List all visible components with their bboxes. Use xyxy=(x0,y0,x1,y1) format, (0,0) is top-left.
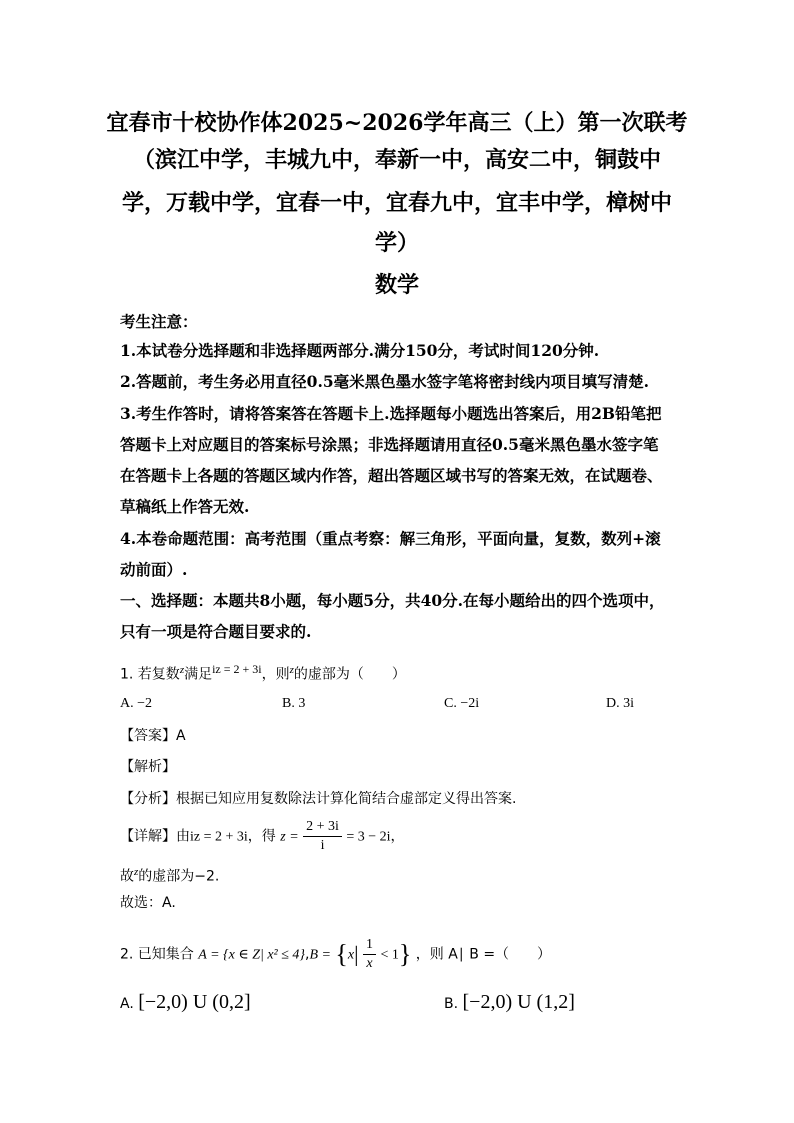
q1-detail xyxy=(120,818,405,855)
q1-detail-prefix: 【详解】由 xyxy=(120,828,190,845)
q2-brace-open-icon: { xyxy=(335,939,348,969)
notice-item-3-line4: 草稿纸上作答无效. xyxy=(120,497,250,516)
q2-option-b-label: B. xyxy=(444,996,459,1012)
q2-suffix: ，则 A∣ B =（ ） xyxy=(415,946,552,963)
q1-equation: iz = 2 + 3i xyxy=(212,662,262,676)
notice-heading: 考生注意： xyxy=(120,312,198,331)
exam-schools-line1: （滨江中学，丰城九中，奉新一中，高安二中，铜鼓中 xyxy=(132,147,661,173)
q1-prefix: 1. 若复数 xyxy=(120,666,180,683)
q1-conclusion-suffix: 的虚部为−2. xyxy=(138,868,220,885)
q1-var-2: z xyxy=(289,664,294,676)
q1-option-a[interactable]: A. −2 xyxy=(120,696,153,711)
q1-option-d[interactable]: D. 3i xyxy=(606,696,634,711)
q2-comma: , xyxy=(305,946,310,963)
notice-item-3-line2: 答题卡上对应题目的答案标号涂黑；非选择题请用直径0.5毫米黑色墨水签字笔 xyxy=(120,435,659,454)
q1-var: z xyxy=(179,664,185,676)
q1-conclusion xyxy=(120,862,219,887)
q1-detail-z: z = xyxy=(280,829,299,845)
q2-set-b-fraction xyxy=(363,936,376,973)
q1-detail-numerator: 2 + 3i xyxy=(303,818,342,837)
q2-set-b-rest: < 1 xyxy=(380,947,399,963)
q1-option-b[interactable]: B. 3 xyxy=(282,696,306,711)
exam-title: 宜春市十校协作体2025~2026学年高三（上）第一次联考 xyxy=(106,110,688,136)
q1-option-c[interactable]: C. −2i xyxy=(444,696,480,711)
q1-detail-denominator: i xyxy=(320,838,325,853)
notice-item-3-line1: 3.考生作答时，请将答案答在答题卡上.选择题每小题选出答案后，用2B铅笔把 xyxy=(120,404,662,423)
exam-schools-line3: 学） xyxy=(374,230,419,256)
q1-answer: 【答案】A xyxy=(120,728,186,744)
q2-brace-close-icon: } xyxy=(398,939,412,969)
notice-item-2: 2.答题前，考生务必用直径0.5毫米黑色墨水签字笔将密封线内项目填写清楚. xyxy=(120,372,650,391)
section-1-heading-line2: 只有一项是符合题目要求的. xyxy=(120,622,312,641)
q1-detail-fraction xyxy=(303,818,342,855)
q1-choose: 故选：A. xyxy=(120,895,176,911)
notice-item-3-line3: 在答题卡上各题的答题区域内作答，超出答题区域书写的答案无效，在试题卷、 xyxy=(120,466,663,485)
exam-subject: 数学 xyxy=(374,272,419,298)
q1-conclusion-var: z xyxy=(134,866,139,878)
section-1-heading-line1: 一、选择题：本题共8小题，每小题5分，共40分.在每小题给出的四个选项中， xyxy=(120,591,665,610)
q1-detail-result: = 3 − 2i xyxy=(346,829,391,845)
q2-set-b-numerator: 1 xyxy=(363,936,376,955)
notice-item-4-line2: 动前面）. xyxy=(120,560,188,579)
q2-option-b[interactable] xyxy=(444,992,575,1014)
exam-schools-line2: 学，万载中学，宜春一中，宜春九中，宜丰中学，樟树中 xyxy=(121,190,672,216)
q2-option-a-value: [−2,0) U (0,2] xyxy=(138,991,251,1013)
notice-item-4-line1: 4.本卷命题范围：高考范围（重点考察：解三角形，平面向量，复数，数列+滚 xyxy=(120,529,661,548)
q1-detail-end: ， xyxy=(390,828,405,845)
q2-bar-icon: | xyxy=(354,941,359,967)
q1-mid: 满足 xyxy=(184,666,213,683)
q1-detail-eq: iz = 2 + 3i xyxy=(190,829,248,845)
q1-analysis-label: 【解析】 xyxy=(120,759,176,775)
q2-set-b-denominator: x xyxy=(366,956,373,971)
question-2-stem xyxy=(120,936,551,973)
q1-detail-mid: ，得 xyxy=(247,828,276,845)
q2-set-a: A = {x ∈ Z| x² ≤ 4} xyxy=(198,947,306,963)
q2-option-a[interactable] xyxy=(120,992,251,1014)
q1-mid2: ，则 xyxy=(261,666,290,683)
q2-option-a-label: A. xyxy=(120,996,134,1012)
q2-prefix: 2. 已知集合 xyxy=(120,946,194,963)
question-1-stem xyxy=(120,659,406,685)
q1-suffix: 的虚部为（ ） xyxy=(293,666,406,683)
notice-item-1: 1.本试卷分选择题和非选择题两部分.满分150分，考试时间120分钟. xyxy=(120,341,600,360)
q1-conclusion-prefix: 故 xyxy=(120,868,134,885)
q2-option-b-value: [−2,0) U (1,2] xyxy=(462,991,575,1013)
q2-set-b-x: x xyxy=(347,947,355,963)
q1-analysis-fenxi: 【分析】根据已知应用复数除法计算化简结合虚部定义得出答案. xyxy=(120,791,517,807)
q2-set-b-left: B = xyxy=(309,947,331,963)
